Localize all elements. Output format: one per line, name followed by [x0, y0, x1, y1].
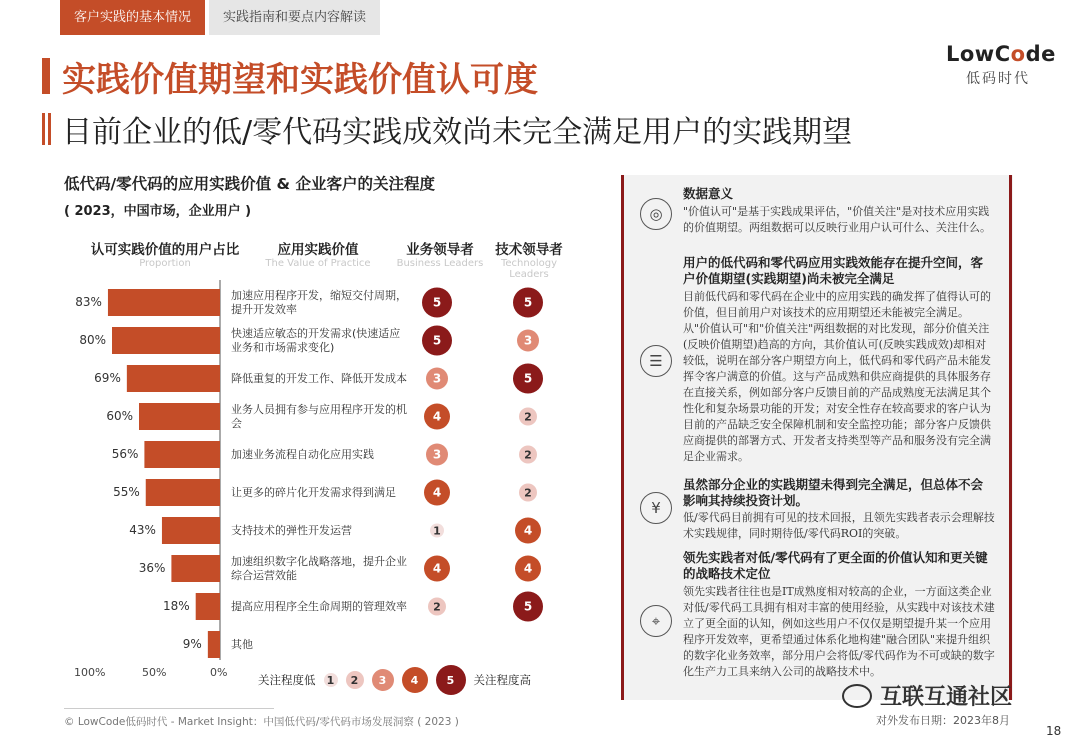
proportion-bar — [162, 517, 220, 544]
logo-subtitle: 低码时代 — [966, 71, 1030, 87]
practice-value-label: 快速适应敏态的开发需求(快速适应业务和市场需求变化) — [231, 326, 401, 354]
x-axis-tick: 0% — [210, 666, 228, 679]
practice-value-label: 支持技术的弹性开发运营 — [231, 523, 352, 537]
technology-score-circle-value: 2 — [524, 448, 532, 462]
legend-level-circle: 2 — [346, 671, 364, 689]
section-body: 目前低代码和零代码在企业中的应用实践的确发挥了值得认可的价值，但目前用户对该技术的应用期望还未能被完全满足。从"价值认可"和"价值关注"两组数据的对比发现，部分价值关注(反映价值期望)趋高的方向，其价值认可(反映实践成效)却相对较低，说明在部分客户期望方向上，低代码和零代码产品未能发挥令客户满意的价值。这与产品成熟和供应商提供的具体服务存在直接关系，例如部分客户反馈目前的产品成熟度无法满足其个性化和复杂场景功能的开发；对安全性存在较高要求的客户认为目前的产品缺乏安全保障机制和安全监控功能；部分客户反馈供应商提供的部署方式、开发者支持类型等产品和服务没有完全满足企业需求。 — [683, 290, 991, 463]
business-score-circle-value: 3 — [432, 447, 442, 462]
proportion-bar — [139, 403, 220, 430]
technology-score-circle-value: 5 — [523, 295, 533, 310]
chart-title: 低代码/零代码的应用实践价值 & 企业客户的关注程度 — [64, 175, 435, 193]
legend-low-label: 关注程度低 — [258, 673, 316, 687]
proportion-bar — [171, 555, 220, 582]
target-icon: ◎ — [640, 198, 672, 230]
tab-practice-guide[interactable]: 实践指南和要点内容解读 — [209, 0, 380, 35]
legend-circles — [316, 665, 466, 695]
proportion-bar — [196, 593, 220, 620]
business-score-circle-value: 2 — [433, 600, 441, 614]
footer-source: © LowCode低码时代 - Market Insight：中国低代码/零代码市场发展洞察 ( 2023 ) — [64, 716, 459, 728]
business-score-circle-value: 1 — [433, 524, 441, 538]
proportion-value-label: 18% — [163, 598, 190, 613]
technology-score-circle-value: 2 — [524, 486, 532, 500]
section-heading: 领先实践者对低/零代码有了更全面的价值认知和更关键的战略技术定位 — [683, 550, 988, 581]
business-score-circle-value: 4 — [432, 409, 442, 424]
technology-score-circle-value: 4 — [523, 561, 533, 576]
proportion-bar — [146, 479, 220, 506]
x-axis-tick: 50% — [142, 666, 167, 679]
legend-level-circle: 1 — [324, 673, 338, 687]
column-header-proportion: 认可实践价值的用户占比 — [90, 242, 240, 258]
practice-value-label: 提高应用程序全生命周期的管理效率 — [231, 599, 407, 613]
legend-level-circle: 3 — [372, 669, 394, 691]
section-heading: 数据意义 — [683, 186, 734, 201]
proportion-value-label: 36% — [138, 560, 166, 575]
technology-score-circle-value: 5 — [523, 599, 533, 614]
practice-value-label: 加速业务流程自动化应用实践 — [231, 447, 374, 461]
proportion-value-label: 80% — [79, 332, 106, 347]
proportion-bar — [208, 631, 220, 658]
column-header-business: 业务领导者 — [406, 242, 474, 258]
practice-value-label: 其他 — [231, 637, 253, 651]
business-score-circle-value: 5 — [432, 295, 442, 310]
proportion-value-label: 9% — [182, 636, 202, 651]
proportion-bar — [112, 327, 220, 354]
practice-value-label: 加速应用程序开发，缩短交付周期，提升开发效率 — [231, 288, 407, 316]
proportion-value-label: 69% — [94, 370, 121, 385]
section-body: 领先实践者往往也是IT成熟度相对较高的企业，一方面这类企业对低/零代码工具拥有相对丰富的使用经验，从实践中对该技术建立了更全面的认知，例如这些用户不仅仅是期望提升某一个应用程序开发效率，更希望通过体系化地构建"融合团队"来提升组织的数字化业务效率，部分用户会将低/零代码作为不可或缺的数字化生产力工具来纳入公司的战略技术中。 — [683, 585, 995, 678]
proportion-value-label: 56% — [111, 446, 139, 461]
legend-level-circle: 4 — [402, 667, 428, 693]
x-axis-tick: 100% — [74, 666, 106, 679]
page-title: 实践价值期望和实践价值认可度 — [62, 60, 538, 100]
column-subheader-business: Business Leaders — [396, 258, 484, 269]
coins-icon: ☰ — [640, 345, 672, 377]
page-number: 18 — [1046, 724, 1062, 738]
yen-icon: ¥ — [640, 492, 672, 524]
technology-score-circle-value: 3 — [523, 333, 533, 348]
practice-value-label: 让更多的碎片化开发需求得到满足 — [231, 485, 396, 499]
proportion-value-label: 43% — [129, 522, 156, 537]
panel-border-right — [1009, 175, 1012, 700]
map-pin-icon: ⌖ — [640, 605, 672, 637]
panel-border-left — [621, 175, 624, 700]
technology-score-circle-value: 4 — [523, 523, 533, 538]
attention-legend — [258, 668, 531, 692]
community-watermark — [842, 680, 1012, 711]
practice-value-label: 业务人员拥有参与应用程序开发的机会 — [231, 402, 407, 430]
column-subheader-value: The Value of Practice — [265, 258, 371, 269]
logo-part-c: de — [1025, 42, 1056, 66]
business-score-circle-value: 4 — [432, 485, 442, 500]
section-heading: 虽然部分企业的实践期望未得到完全满足，但总体不会影响其持续投资计划。 — [683, 477, 984, 508]
proportion-bar — [144, 441, 220, 468]
proportion-bar — [127, 365, 220, 392]
tab-customer-basics[interactable]: 客户实践的基本情况 — [60, 0, 205, 35]
column-header-value: 应用实践价值 — [277, 242, 359, 258]
logo-part-b: o — [1010, 42, 1026, 66]
publish-date: 对外发布日期：2023年8月 — [876, 714, 1010, 727]
technology-score-circle-value: 5 — [523, 371, 533, 386]
proportion-bar — [108, 289, 220, 316]
section-heading: 用户的低代码和零代码应用实践效能存在提升空间，客户价值期望(实践期望)尚未被完全满足 — [683, 255, 984, 286]
proportion-value-label: 83% — [75, 294, 102, 309]
section-body: 低/零代码目前拥有可见的技术回报，且领先实践者表示会理解技术实践规律，同时期待低/零代码ROI的突破。 — [683, 511, 995, 540]
chart-subtitle: ( 2023，中国市场，企业用户 ) — [64, 204, 252, 219]
proportion-value-label: 60% — [106, 408, 133, 423]
business-score-circle-value: 3 — [432, 371, 442, 386]
chat-bubble-icon — [842, 684, 872, 708]
legend-level-circle: 5 — [436, 665, 466, 695]
section-body: "价值认可"是基于实践成果评估，"价值关注"是对技术应用实践的价值期望。两组数据可以反映行业用户认可什么、关注什么。 — [683, 205, 991, 234]
legend-high-label: 关注程度高 — [473, 673, 531, 687]
logo-part-a: LowC — [946, 42, 1011, 66]
column-subheader-proportion: Proportion — [139, 258, 191, 269]
column-subheader-technology: Technology Leaders — [500, 258, 557, 280]
practice-value-label: 降低重复的开发工作、降低开发成本 — [231, 371, 407, 385]
page-subtitle: 目前企业的低/零代码实践成效尚未完全满足用户的实践期望 — [62, 115, 853, 150]
business-score-circle-value: 4 — [432, 561, 442, 576]
footer-divider — [64, 708, 274, 709]
business-score-circle-value: 5 — [432, 333, 442, 348]
watermark-text: 互联互通社区 — [880, 685, 1013, 710]
practice-value-label: 加速组织数字化战略落地，提升企业综合运营效能 — [231, 554, 407, 582]
proportion-value-label: 55% — [113, 484, 140, 499]
technology-score-circle-value: 2 — [524, 410, 532, 424]
column-header-technology: 技术领导者 — [495, 242, 563, 258]
